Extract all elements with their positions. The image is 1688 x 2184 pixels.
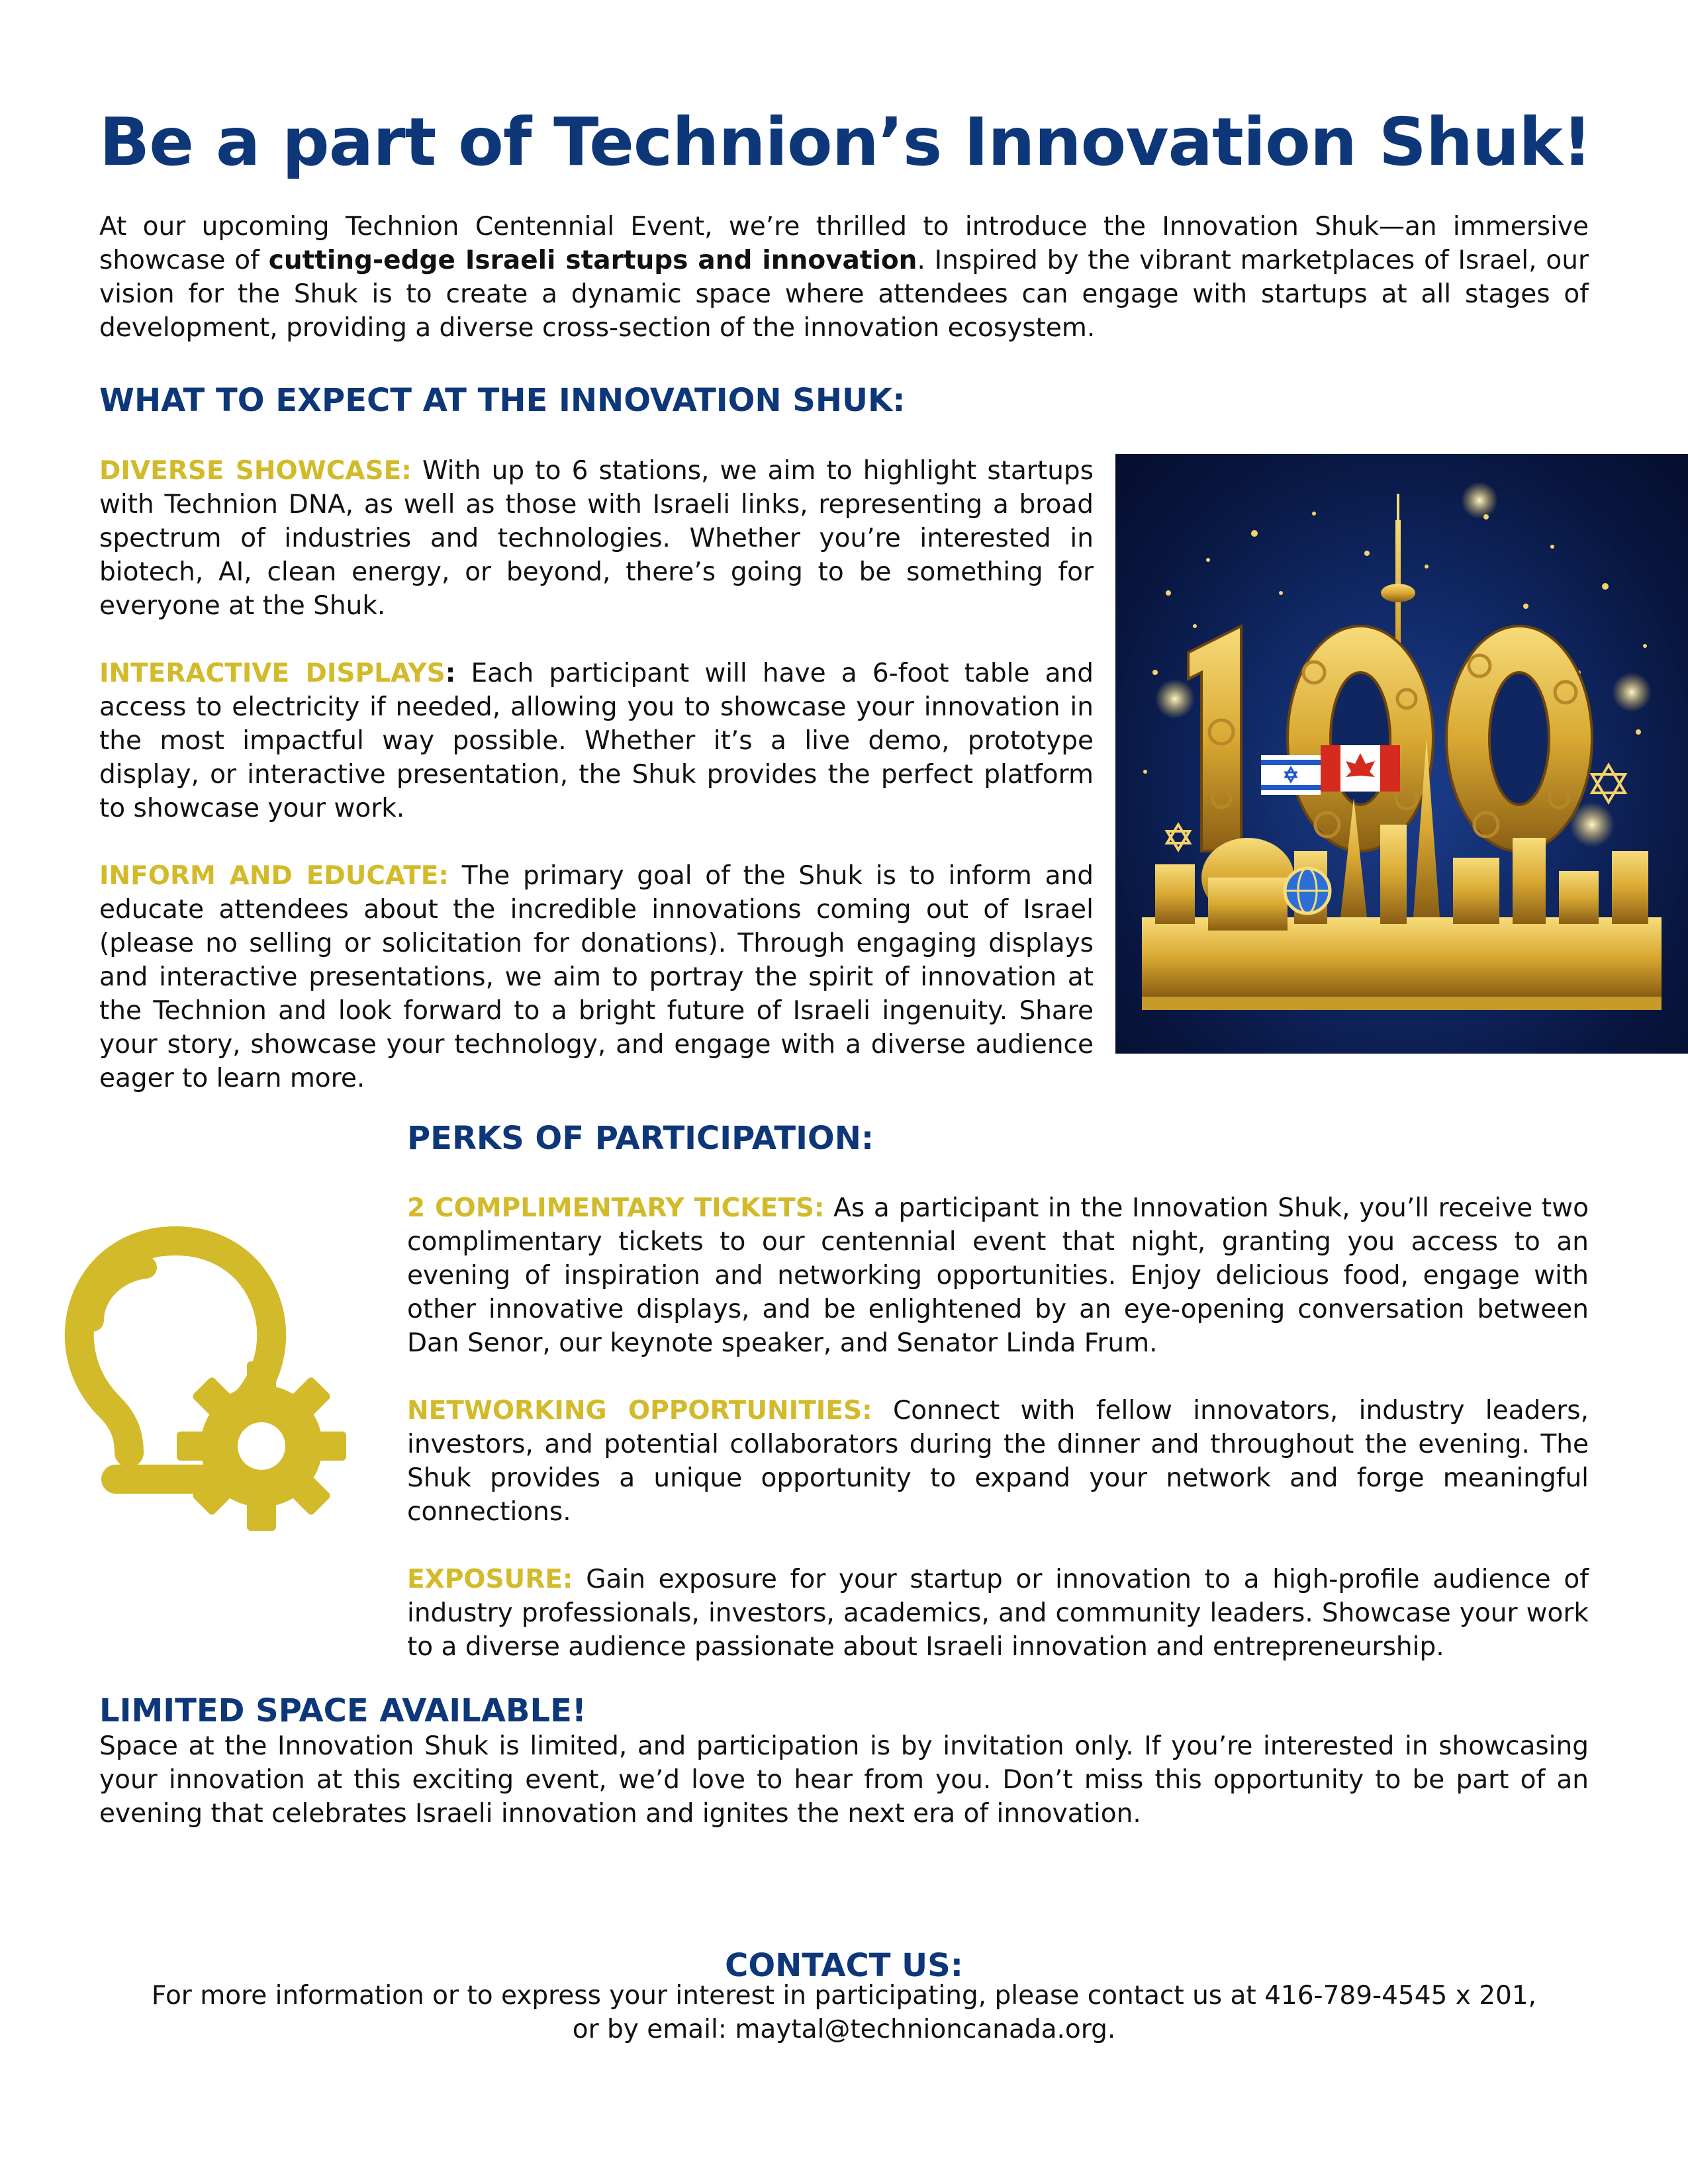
contact-phone-line: For more information or to express your interest in participating, please contact us at 416-789-4545 x 201,: [151, 1981, 1537, 2011]
expect-item-label: DIVERSE SHOWCASE:: [99, 456, 412, 486]
centennial-illustration: [1115, 454, 1688, 1054]
page-title: Be a part of Technion’s Innovation Shuk!: [99, 103, 1592, 181]
expect-item-inform-and-educate: [99, 859, 1094, 1095]
perk-item-complimentary-tickets: [407, 1191, 1589, 1360]
perk-item-exposure: [407, 1563, 1589, 1664]
perk-item-label: EXPOSURE:: [407, 1565, 573, 1594]
perks-section: [407, 1191, 1589, 1664]
limited-space-heading: LIMITED SPACE AVAILABLE!: [99, 1692, 586, 1729]
lightbulb-gear-icon-graphic: [23, 1188, 367, 1532]
perk-item-label: 2 COMPLIMENTARY TICKETS:: [407, 1193, 825, 1223]
expect-item-text: With up to 6 stations, we aim to highlight startups with Technion DNA, as well as those with Israeli links, representing a broad spectrum of industries and technologies. Whether you’re interested in biotech, AI, clean energy, or beyond, there’s going to be something for everyone at the Shuk.: [99, 456, 1094, 621]
limited-space-text: Space at the Innovation Shuk is limited, and participation is by invitation only. If you’re interested in showcasing your innovation at this exciting event, we’d love to hear from you. Don’t miss this opportunity to be part of an evening that celebrates Israeli innovation and ignites the next era of innovation.: [99, 1731, 1589, 1829]
perk-item-label: NETWORKING OPPORTUNITIES:: [407, 1396, 872, 1426]
expect-item-label: INFORM AND EDUCATE:: [99, 861, 449, 891]
expect-item-interactive-displays: [99, 657, 1094, 825]
expect-item-diverse-showcase: [99, 454, 1094, 623]
intro-paragraph: [99, 210, 1589, 345]
expect-section: [99, 454, 1094, 1095]
ground-sparkles: [1142, 997, 1662, 1010]
lightbulb-gear-icon: [23, 1188, 367, 1532]
israel-flag-icon: [1261, 755, 1321, 795]
perk-item-text: Connect with fellow innovators, industry leaders, investors, and potential collaborators during the dinner and throughout the evening. The Shuk provides a unique opportunity to expand your network and forge meaningful connections.: [407, 1396, 1589, 1527]
expect-heading: WHAT TO EXPECT AT THE INNOVATION SHUK:: [99, 382, 906, 419]
canada-flag-icon: [1321, 745, 1400, 792]
perks-heading: PERKS OF PARTICIPATION:: [407, 1120, 874, 1157]
contact-email-line: or by email: maytal@technioncanada.org.: [572, 2015, 1116, 2044]
number-100-graphic: [1188, 626, 1592, 851]
centennial-hero-image: [1115, 454, 1688, 1054]
perk-item-text: As a participant in the Innovation Shuk, you’ll receive two complimentary tickets to our centennial event that night, granting you access to an evening of inspiration and networking opportunities. Enjoy delicious food, engage with other innovative displays, and be enlightened by an eye-opening conversation between Dan Senor, our keynote speaker, and Senator Linda Frum.: [407, 1193, 1589, 1358]
globe-icon: [1285, 868, 1330, 913]
intro-text-end: . Inspired by the vibrant marketplaces of Israel, our vision for the Shuk is to create a dynamic space where attendees can engage with startups at all stages of development, providing a diverse cross-section of the innovation ecosystem.: [99, 246, 1589, 343]
intro-text-start: At our upcoming Technion Centennial Event, we’re thrilled to introduce the Innovation Shuk—an immersive showcase of: [99, 212, 1589, 275]
intro-bold-phrase: cutting-edge Israeli startups and innovation: [268, 246, 917, 275]
expect-item-label: INTERACTIVE DISPLAYS: [99, 659, 445, 688]
expect-item-colon: :: [445, 659, 456, 688]
expect-item-text: The primary goal of the Shuk is to inform and educate attendees about the incredible innovations coming out of Israel (please no selling or solicitation for donations). Through engaging displays and interactive presentations, we aim to portray the spirit of innovation at the Technion and look forward to a bright future of Israeli ingenuity. Share your story, showcase your technology, and engage with a diverse audience eager to learn more.: [99, 861, 1094, 1093]
perk-item-text: Gain exposure for your startup or innovation to a high-profile audience of industry professionals, investors, academics, and community leaders. Showcase your work to a diverse audience passionate about Israeli innovation and entrepreneurship.: [407, 1565, 1589, 1662]
perk-item-networking: [407, 1394, 1589, 1529]
contact-info: [0, 1979, 1688, 2046]
expect-item-text: Each participant will have a 6-foot table and access to electricity if needed, allowing you to showcase your innovation in the most impactful way possible. Whether it’s a live demo, prototype display, or interactive presentation, the Shuk provides the perfect platform to showcase your work.: [99, 659, 1094, 823]
contact-heading: CONTACT US:: [725, 1947, 963, 1984]
gear-icon: [177, 1361, 346, 1531]
